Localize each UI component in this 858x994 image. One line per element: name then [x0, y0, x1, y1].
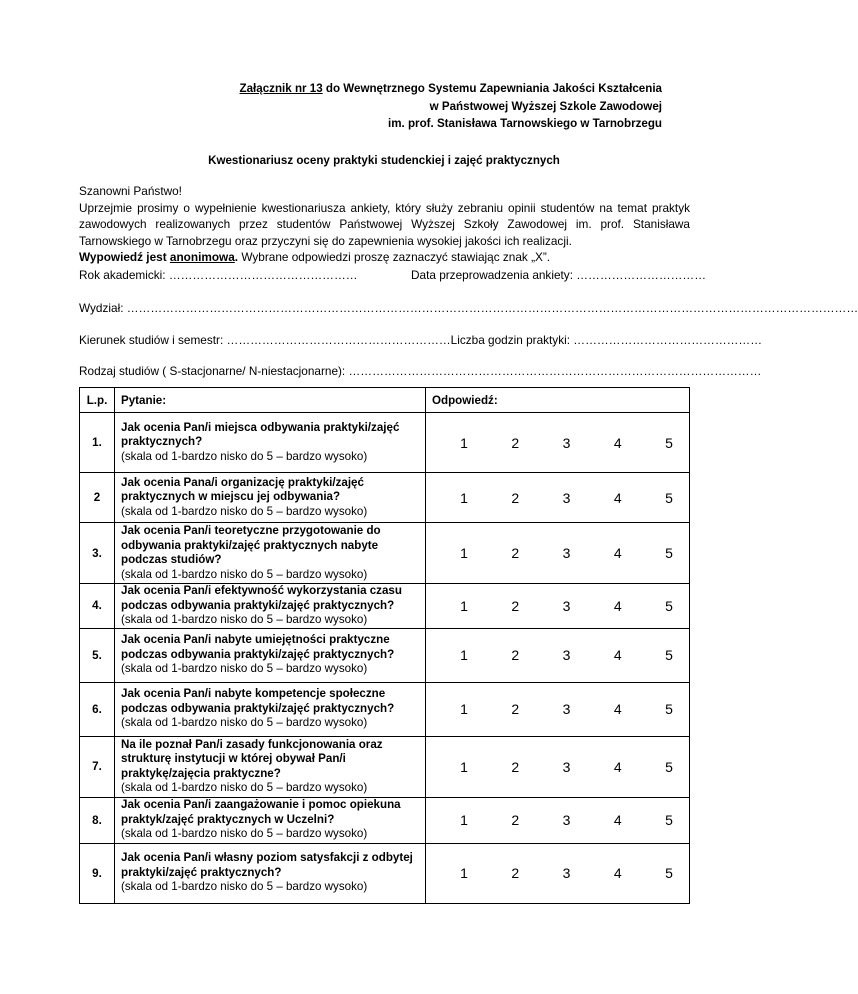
- scale-option[interactable]: 2: [511, 865, 520, 881]
- rating-scale: [426, 490, 689, 506]
- table-row: [80, 628, 690, 682]
- scale-hint: (skala od 1-bardzo nisko do 5 – bardzo wysoko): [121, 504, 368, 518]
- scale-option[interactable]: 1: [460, 545, 468, 561]
- rating-scale: [426, 435, 689, 451]
- scale-option[interactable]: 1: [460, 701, 468, 717]
- scale-option[interactable]: 3: [562, 701, 571, 717]
- scale-option[interactable]: 2: [511, 701, 520, 717]
- scale-option[interactable]: 4: [613, 434, 622, 451]
- scale-option[interactable]: 4: [613, 545, 622, 561]
- answer-cell: [426, 473, 690, 523]
- rating-scale: [426, 812, 689, 828]
- col-answer: Odpowiedź:: [426, 388, 690, 413]
- annex-line-2: w Państwowej Wyższej Szkole Zawodowej: [429, 99, 662, 113]
- scale-option[interactable]: 2: [511, 489, 520, 506]
- table-row: [80, 523, 690, 584]
- scale-option[interactable]: 4: [613, 865, 622, 881]
- scale-option[interactable]: 3: [562, 647, 571, 663]
- question-text: Jak ocenia Pan/i własny poziom satysfakcji z odbytej praktyki/zajęć praktycznych?: [121, 851, 413, 879]
- question-text: Jak ocenia Pan/i zaangażowanie i pomoc opiekuna praktyk/zajęć praktycznych w Uczelni?: [121, 798, 401, 826]
- scale-option[interactable]: 1: [460, 434, 468, 451]
- scale-option[interactable]: 4: [613, 812, 622, 828]
- scale-hint: (skala od 1-bardzo nisko do 5 – bardzo wysoko): [121, 662, 368, 676]
- scale-option[interactable]: 2: [511, 597, 520, 614]
- table-row: [80, 413, 690, 473]
- answer-cell: [426, 797, 690, 843]
- scale-option[interactable]: 5: [665, 597, 673, 614]
- document-title: Kwestionariusz oceny praktyki studenckiej i zajęć praktycznych: [208, 154, 560, 167]
- row-number: 8.: [80, 797, 115, 843]
- scale-option[interactable]: 4: [613, 701, 622, 717]
- instruction: Wybrane odpowiedzi proszę zaznaczyć stawiając znak „X”.: [238, 250, 551, 265]
- intro-body: [79, 200, 690, 266]
- scale-option[interactable]: 5: [665, 701, 673, 717]
- row-number: 3.: [80, 523, 115, 584]
- question-text: Jak ocenia Pan/i teoretyczne przygotowanie do odbywania praktyki/zajęć praktycznych nabyte podczas studiów?: [121, 524, 381, 566]
- question-text: Jak ocenia Pan/i nabyte umiejętności praktyczne podczas odbywania praktyki/zajęć praktycznych?: [121, 633, 395, 661]
- question-cell: [115, 797, 426, 843]
- intro-paragraph: Uprzejmie prosimy o wypełnienie kwestionariusza ankiety, który służy zebraniu opinii studentów na temat praktyk zawodowych realizowanych przez studentów Państwowej Wyższej Szkoły Zawodowej im. prof. Stanisława Tarnowskiego w Tarnobrzegu oraz przyczyni się do zapewnienia wysokiej jakości ich realizacji.: [79, 200, 690, 248]
- question-text: Jak ocenia Pan/i nabyte kompetencje społeczne podczas odbywania praktyki/zajęć praktycznych?: [121, 687, 395, 715]
- scale-option[interactable]: 3: [562, 758, 571, 775]
- question-cell: [115, 473, 426, 523]
- scale-option[interactable]: 3: [562, 434, 571, 451]
- scale-hint: (skala od 1-bardzo nisko do 5 – bardzo wysoko): [121, 613, 368, 626]
- scale-hint: (skala od 1-bardzo nisko do 5 – bardzo wysoko): [121, 716, 368, 730]
- scale-option[interactable]: 5: [665, 647, 673, 663]
- table-row: [80, 843, 690, 903]
- survey-table: [79, 387, 690, 904]
- scale-hint: (skala od 1-bardzo nisko do 5 – bardzo wysoko): [121, 827, 368, 841]
- scale-option[interactable]: 2: [511, 758, 520, 775]
- col-question: Pytanie:: [115, 388, 426, 413]
- annex-title: do Wewnętrznego Systemu Zapewniania Jakości Kształcenia: [322, 82, 662, 95]
- question-cell: [115, 682, 426, 736]
- rating-scale: [426, 647, 689, 663]
- question-cell: [115, 843, 426, 903]
- question-text: Jak ocenia Pana/i organizację praktyki/zajęć praktycznych w miejscu jej odbywania?: [121, 475, 364, 504]
- rating-scale: [426, 865, 689, 881]
- scale-option[interactable]: 5: [665, 489, 673, 506]
- row-number: 1.: [80, 413, 115, 473]
- scale-option[interactable]: 2: [511, 647, 520, 663]
- answer-cell: [426, 413, 690, 473]
- scale-option[interactable]: 4: [613, 597, 622, 614]
- scale-option[interactable]: 5: [665, 434, 673, 451]
- study-type-field[interactable]: Rodzaj studiów ( S-stacjonarne/ N-niestacjonarne): ……………………………………………………………………………………………: [79, 364, 762, 378]
- annex-line-3: im. prof. Stanisława Tarnowskiego w Tarnobrzegu: [388, 117, 662, 130]
- scale-option[interactable]: 1: [460, 489, 468, 506]
- academic-year-field[interactable]: Rok akademicki: …………………………………………: [79, 268, 358, 282]
- question-cell: [115, 628, 426, 682]
- row-number: 7.: [80, 736, 115, 797]
- scale-option[interactable]: 1: [460, 865, 468, 881]
- scale-option[interactable]: 5: [665, 758, 673, 775]
- question-cell: [115, 413, 426, 473]
- rating-scale: [426, 545, 689, 561]
- rating-scale: [426, 759, 689, 775]
- scale-option[interactable]: 3: [562, 865, 571, 881]
- rating-scale: [426, 701, 689, 717]
- table-row: [80, 797, 690, 843]
- table-row: [80, 473, 690, 523]
- anonymity-note: [79, 250, 238, 264]
- scale-option[interactable]: 5: [665, 865, 673, 881]
- question-cell: [115, 736, 426, 797]
- answer-cell: [426, 736, 690, 797]
- course-hours-field[interactable]: Kierunek studiów i semestr: …………………………………………………Liczba godzin praktyki: …………………………………………: [79, 333, 763, 347]
- rating-scale: [426, 598, 689, 614]
- anon-dot: .: [234, 250, 239, 265]
- scale-option[interactable]: 2: [511, 545, 520, 561]
- scale-option[interactable]: 4: [613, 489, 622, 506]
- anon-word: anonimowa: [169, 250, 235, 265]
- answer-cell: [426, 682, 690, 736]
- scale-hint: (skala od 1-bardzo nisko do 5 – bardzo wysoko): [121, 567, 368, 581]
- scale-option[interactable]: 4: [613, 647, 622, 663]
- faculty-field[interactable]: Wydział: ……………………………………………………………………………………………………………………………………………………………………: [79, 301, 858, 315]
- row-number: 9.: [80, 843, 115, 903]
- row-number: 6.: [80, 682, 115, 736]
- scale-option[interactable]: 4: [613, 758, 622, 775]
- anon-prefix: Wypowiedź jest: [79, 250, 170, 265]
- question-text: Jak ocenia Pan/i efektywność wykorzystania czasu podczas odbywania praktyki/zajęć praktycznych?: [121, 584, 402, 612]
- scale-option[interactable]: 3: [562, 489, 571, 506]
- annex-number: Załącznik nr 13: [239, 82, 323, 95]
- scale-option[interactable]: 1: [460, 758, 468, 775]
- scale-hint: (skala od 1-bardzo nisko do 5 – bardzo wysoko): [121, 449, 368, 463]
- scale-option[interactable]: 5: [665, 812, 673, 828]
- scale-option[interactable]: 3: [562, 812, 571, 828]
- scale-option[interactable]: 2: [511, 812, 520, 828]
- answer-cell: [426, 584, 690, 629]
- scale-hint: (skala od 1-bardzo nisko do 5 – bardzo wysoko): [121, 880, 368, 894]
- scale-option[interactable]: 5: [665, 545, 673, 561]
- scale-hint: (skala od 1-bardzo nisko do 5 – bardzo wysoko): [121, 781, 368, 794]
- table-row: [80, 682, 690, 736]
- scale-option[interactable]: 1: [460, 647, 468, 663]
- scale-option[interactable]: 3: [562, 545, 571, 561]
- row-number: 2: [80, 473, 115, 523]
- answer-cell: [426, 628, 690, 682]
- question-cell: [115, 523, 426, 584]
- table-header-row: [80, 388, 690, 413]
- question-text: Jak ocenia Pan/i miejsca odbywania praktyki/zajęć praktycznych?: [121, 420, 400, 449]
- table-row: [80, 584, 690, 629]
- row-number: 4.: [80, 584, 115, 629]
- question-cell: [115, 584, 426, 629]
- answer-cell: [426, 843, 690, 903]
- answer-cell: [426, 523, 690, 584]
- greeting: Szanowni Państwo!: [79, 184, 182, 198]
- scale-option[interactable]: 1: [460, 812, 468, 828]
- survey-date-field[interactable]: Data przeprowadzenia ankiety: ……………………………: [411, 268, 707, 282]
- col-lp: L.p.: [80, 388, 115, 413]
- intro-text: [79, 183, 690, 266]
- question-text: Na ile poznał Pan/i zasady funkcjonowania oraz strukturę instytucji w której obywał Pan/i praktykę/zajęcia praktyczne?: [121, 737, 383, 780]
- row-number: 5.: [80, 628, 115, 682]
- scale-option[interactable]: 2: [511, 434, 520, 451]
- scale-option[interactable]: 1: [460, 597, 468, 614]
- scale-option[interactable]: 3: [562, 597, 571, 614]
- annex-header: [240, 80, 662, 133]
- table-row: [80, 736, 690, 797]
- annex-line-1: [240, 80, 662, 98]
